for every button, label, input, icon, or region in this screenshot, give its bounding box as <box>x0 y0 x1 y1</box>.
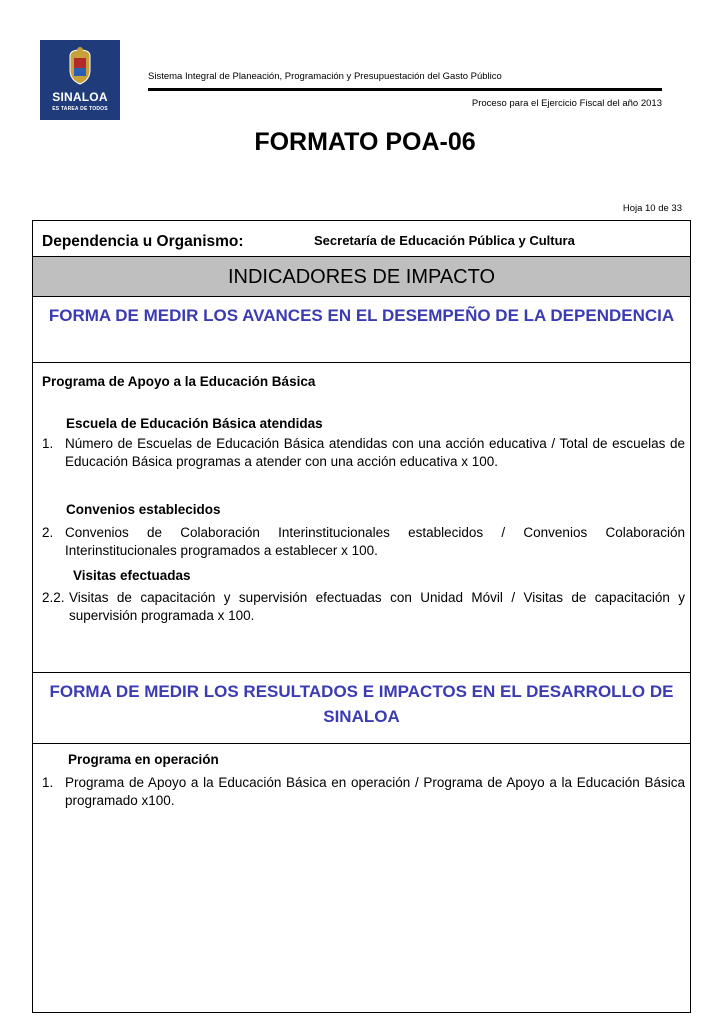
dependency-label: Dependencia u Organismo: <box>42 233 244 250</box>
coat-of-arms-icon <box>66 46 94 86</box>
process-label: Proceso para el Ejercicio Fiscal del año 2013 <box>471 98 662 109</box>
logo-motto: ES TAREA DE TODOS <box>52 106 108 112</box>
indicator-heading: Convenios establecidos <box>66 502 221 517</box>
result-item <box>42 774 685 810</box>
indicator-text: Visitas de capacitación y supervisión efectuadas con Unidad Móvil / Visitas de capacitación y supervisión programada x 100. <box>69 590 685 623</box>
dependency-row <box>33 221 690 257</box>
indicator-heading: Escuela de Educación Básica atendidas <box>66 416 323 431</box>
indicator-heading: Visitas efectuadas <box>73 568 191 583</box>
indicator-text: Convenios de Colaboración Interinstitucionales establecidos / Convenios Colaboración Interinstitucionales programados a establecer x 100. <box>65 525 685 558</box>
dependency-value: Secretaría de Educación Pública y Cultura <box>314 233 575 248</box>
indicator-item <box>42 589 685 625</box>
page-title: FORMATO POA-06 <box>254 128 476 156</box>
form-frame <box>32 220 691 1013</box>
program-name: Programa de Apoyo a la Educación Básica <box>42 374 316 389</box>
page-number: Hoja 10 de 33 <box>622 203 682 214</box>
performance-heading: FORMA DE MEDIR LOS AVANCES EN EL DESEMPEÑO DE LA DEPENDENCIA <box>33 297 690 363</box>
results-heading: FORMA DE MEDIR LOS RESULTADOS E IMPACTOS EN EL DESARROLLO DE SINALOA <box>33 672 690 744</box>
indicator-text: Número de Escuelas de Educación Básica atendidas con una acción educativa / Total de escuelas de Educación Básica programas a atender con una acción educativa x 100. <box>65 436 685 469</box>
result-heading: Programa en operación <box>68 752 219 767</box>
indicator-number: 2. <box>42 525 54 540</box>
indicator-number: 1. <box>42 436 54 451</box>
system-name: Sistema Integral de Planeación, Programación y Presupuestación del Gasto Público <box>148 71 502 82</box>
header-divider <box>148 88 662 91</box>
result-number: 1. <box>42 775 54 790</box>
indicator-item <box>42 524 685 560</box>
result-text: Programa de Apoyo a la Educación Básica en operación / Programa de Apoyo a la Educación Básica programado x100. <box>65 775 685 808</box>
sinaloa-logo <box>40 40 120 120</box>
indicator-number: 2.2. <box>42 590 65 605</box>
logo-name: SINALOA <box>52 90 108 104</box>
section-title: INDICADORES DE IMPACTO <box>33 257 690 297</box>
indicator-item <box>42 435 685 471</box>
